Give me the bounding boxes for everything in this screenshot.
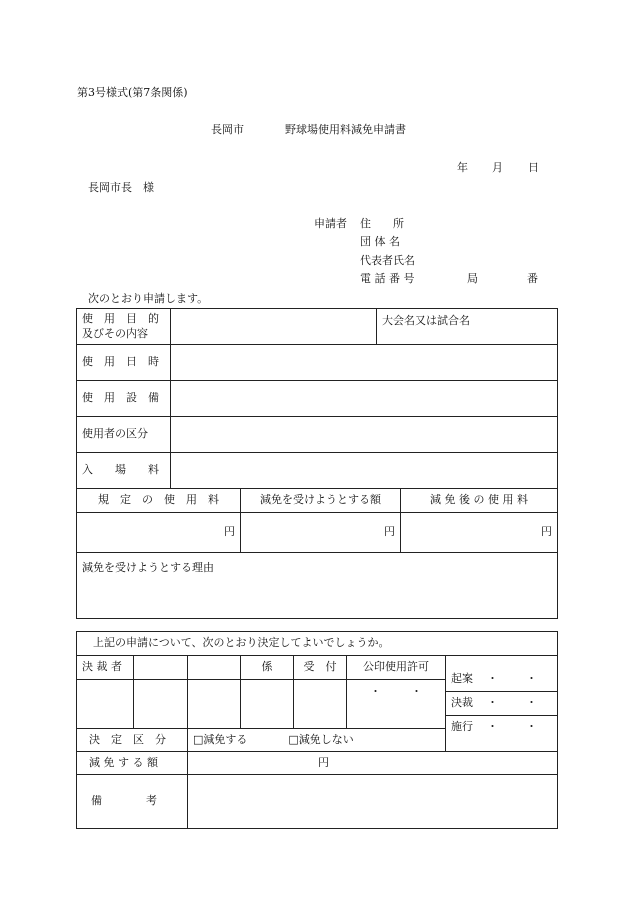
remarks-value[interactable] — [188, 775, 558, 829]
approver-sign-0[interactable] — [77, 680, 134, 729]
kakari-label: 係 — [241, 656, 294, 680]
date-year: 年 — [457, 161, 468, 174]
purpose-label — [77, 309, 171, 345]
uketsuke-sign[interactable] — [294, 680, 347, 729]
kessai-row[interactable] — [446, 692, 557, 716]
form-number: 第3号様式(第7条関係) — [77, 86, 188, 99]
approver-box-1[interactable] — [134, 656, 188, 680]
tournament-cell[interactable] — [377, 309, 558, 345]
form-city: 長岡市 — [211, 123, 244, 136]
decision-category-label — [77, 729, 188, 752]
applicant-phone-number: 番 — [527, 272, 538, 285]
yen-unit: 円 — [384, 525, 395, 539]
reason-label: 減免を受けようとする理由 — [82, 561, 214, 574]
seal-dot-2: ・ — [411, 685, 422, 698]
approver-box-2[interactable] — [188, 656, 241, 680]
date-stack — [446, 656, 558, 752]
purpose-value[interactable] — [171, 309, 377, 345]
fee-standard-value[interactable] — [77, 513, 241, 553]
kessai-dot-1: ・ — [487, 696, 498, 710]
fee-col-after: 減 免 後 の 使 用 料 — [401, 489, 558, 513]
facility-label: 使 用 設 備 — [77, 381, 171, 417]
reduce-amount-label: 減 免 す る 額 — [77, 752, 188, 775]
seal-sign[interactable] — [347, 680, 446, 729]
uketsuke-label: 受 付 — [294, 656, 347, 680]
remarks-text: 備 考 — [91, 794, 157, 808]
date-day: 日 — [528, 161, 539, 174]
applicant-address-label: 住 所 — [360, 217, 404, 230]
seal-dot-1: ・ — [370, 685, 381, 698]
yen-unit: 円 — [318, 755, 329, 769]
entry-fee-value[interactable] — [171, 453, 558, 489]
reason-cell[interactable] — [77, 553, 558, 619]
decision-table — [76, 631, 558, 829]
approver-sign-1[interactable] — [134, 680, 188, 729]
category-label: 使用者の区分 — [77, 417, 171, 453]
datetime-label: 使 用 日 時 — [77, 345, 171, 381]
date-month: 月 — [492, 161, 503, 174]
kian-label: 起案 — [451, 671, 473, 685]
tournament-label: 大会名又は試合名 — [382, 314, 470, 327]
decision-intro: 上記の申請について、次のとおり決定してよいでしょうか。 — [77, 632, 558, 656]
remarks-label — [77, 775, 188, 829]
yen-unit: 円 — [541, 525, 552, 539]
applicant-phone-office: 局 — [467, 272, 478, 285]
shiko-row[interactable] — [446, 716, 557, 739]
kian-dot-2: ・ — [526, 671, 537, 685]
shiko-dot-2: ・ — [526, 720, 537, 734]
applicant-org-label: 団 体 名 — [360, 235, 400, 248]
yen-unit: 円 — [224, 525, 235, 539]
option-reduce[interactable]: □減免する — [193, 732, 248, 746]
applicant-heading: 申請者 — [314, 217, 347, 230]
purpose-label-l1: 使 用 目 的 — [82, 311, 159, 325]
form-title: 野球場使用料減免申請書 — [285, 123, 406, 136]
option-no-reduce[interactable]: □減免しない — [288, 732, 354, 746]
fee-reduction-value[interactable] — [241, 513, 401, 553]
fee-after-value[interactable] — [401, 513, 558, 553]
kessai-label: 決裁 — [451, 696, 473, 710]
decision-category-text: 決 定 区 分 — [89, 732, 166, 746]
entry-fee-label: 入 場 料 — [77, 453, 171, 489]
datetime-value[interactable] — [171, 345, 558, 381]
kian-dot-1: ・ — [487, 671, 498, 685]
addressee: 長岡市長 様 — [88, 181, 154, 194]
purpose-label-l2: 及びその内容 — [82, 326, 148, 340]
fee-col-reduction: 減免を受けようとする額 — [241, 489, 401, 513]
seal-label: 公印使用許可 — [347, 656, 446, 680]
kessai-dot-2: ・ — [526, 696, 537, 710]
applicant-phone-label: 電 話 番 号 — [360, 272, 415, 285]
approver-sign-2[interactable] — [188, 680, 241, 729]
application-table — [76, 308, 558, 619]
shiko-label: 施行 — [451, 720, 473, 734]
category-value[interactable] — [171, 417, 558, 453]
shiko-dot-1: ・ — [487, 720, 498, 734]
intro-text: 次のとおり申請します。 — [88, 292, 209, 305]
kakari-sign[interactable] — [241, 680, 294, 729]
kian-row[interactable] — [446, 668, 557, 692]
facility-value[interactable] — [171, 381, 558, 417]
reduce-amount-value[interactable] — [188, 752, 558, 775]
fee-col-standard: 規 定 の 使 用 料 — [77, 489, 241, 513]
applicant-rep-label: 代表者氏名 — [360, 254, 415, 267]
approver-label: 決 裁 者 — [77, 656, 134, 680]
